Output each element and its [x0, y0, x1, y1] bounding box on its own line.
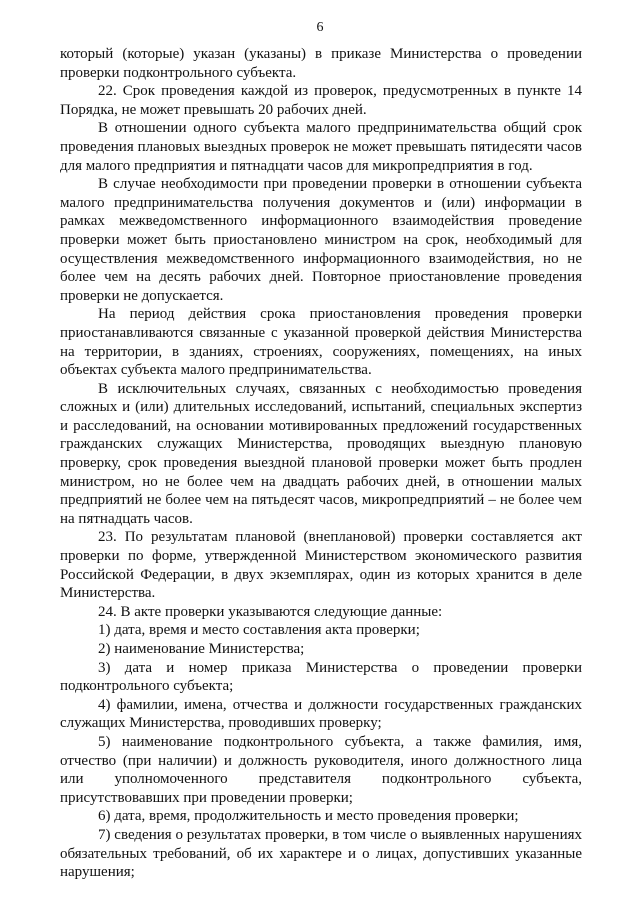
- paragraph-total-duration: В отношении одного субъекта малого предпринимательства общий срок проведения плановых выездных проверок не может превышать пятидесяти часов для малого предприятия и пятнадцати часов для микропредприятия в год.: [60, 120, 582, 174]
- list-item-4: 4) фамилии, имена, отчества и должности государственных гражданских служащих Министерства, проводивших проверку;: [60, 696, 582, 732]
- list-item-1: 1) дата, время и место составления акта проверки;: [98, 622, 420, 639]
- list-item-7: 7) сведения о результатах проверки, в том числе о выявленных нарушениях обязательных требований, об их характере и о лицах, допустивших указанные нарушения;: [60, 826, 582, 881]
- paragraph-continuation: который (которые) указан (указаны) в приказе Министерства о проведении проверки подконтрольного субъекта.: [60, 46, 582, 81]
- document-body: [60, 45, 582, 882]
- list-item-5: 5) наименование подконтрольного субъекта, а также фамилия, имя, отчество (при наличии) и должность руководителя, иного должностного лица или уполномоченного представителя подконтрольного субъекта, присутствовавших при проведении проверки;: [60, 733, 582, 806]
- paragraph-suspension: В случае необходимости при проведении проверки в отношении субъекта малого предпринимательства получения документов и (или) информации в рамках межведомственного информационного взаимодействия проведение проверки может быть приостановлено министром на срок, необходимый для осуществления межведомственного информационного взаимодействия, но не более чем на десять рабочих дней. Повторное приостановление проведения проверки не допускается.: [60, 176, 582, 304]
- list-item-6: 6) дата, время, продолжительность и место проведения проверки;: [98, 808, 519, 825]
- page-number: 6: [316, 20, 324, 35]
- list-item-3: 3) дата и номер приказа Министерства о проведении проверки подконтрольного субъекта;: [60, 659, 582, 695]
- paragraph-22: 22. Срок проведения каждой из проверок, предусмотренных в пункте 14 Порядка, не может превышать 20 рабочих дней.: [60, 83, 582, 118]
- paragraph-24: 24. В акте проверки указываются следующие данные:: [98, 603, 443, 620]
- paragraph-23: 23. По результатам плановой (внеплановой) проверки составляется акт проверки по форме, утвержденной Министерством экономического развития Российской Федерации, в двух экземплярах, один из которых хранится в деле Министерства.: [60, 529, 582, 602]
- list-item-2: 2) наименование Министерства;: [98, 641, 305, 657]
- paragraph-extension: В исключительных случаях, связанных с необходимостью проведения сложных и (или) длительных исследований, испытаний, специальных экспертиз и расследований, на основании мотивированных предложений государственных гражданских служащих Министерства, проводящих выездную плановую проверку, срок проведения выездной плановой проверки может быть продлен министром, но не более чем на двадцать рабочих дней, в отношении малых предприятий не более чем на пятьдесят часов, микропредприятий – не более чем на пятнадцать часов.: [60, 380, 582, 527]
- paragraph-suspension-period: На период действия срока приостановления проведения проверки приостанавливаются связанные с указанной проверкой действия Министерства на территории, в зданиях, строениях, сооружениях, помещениях, на иных объектах субъекта малого предпринимательства.: [60, 306, 582, 379]
